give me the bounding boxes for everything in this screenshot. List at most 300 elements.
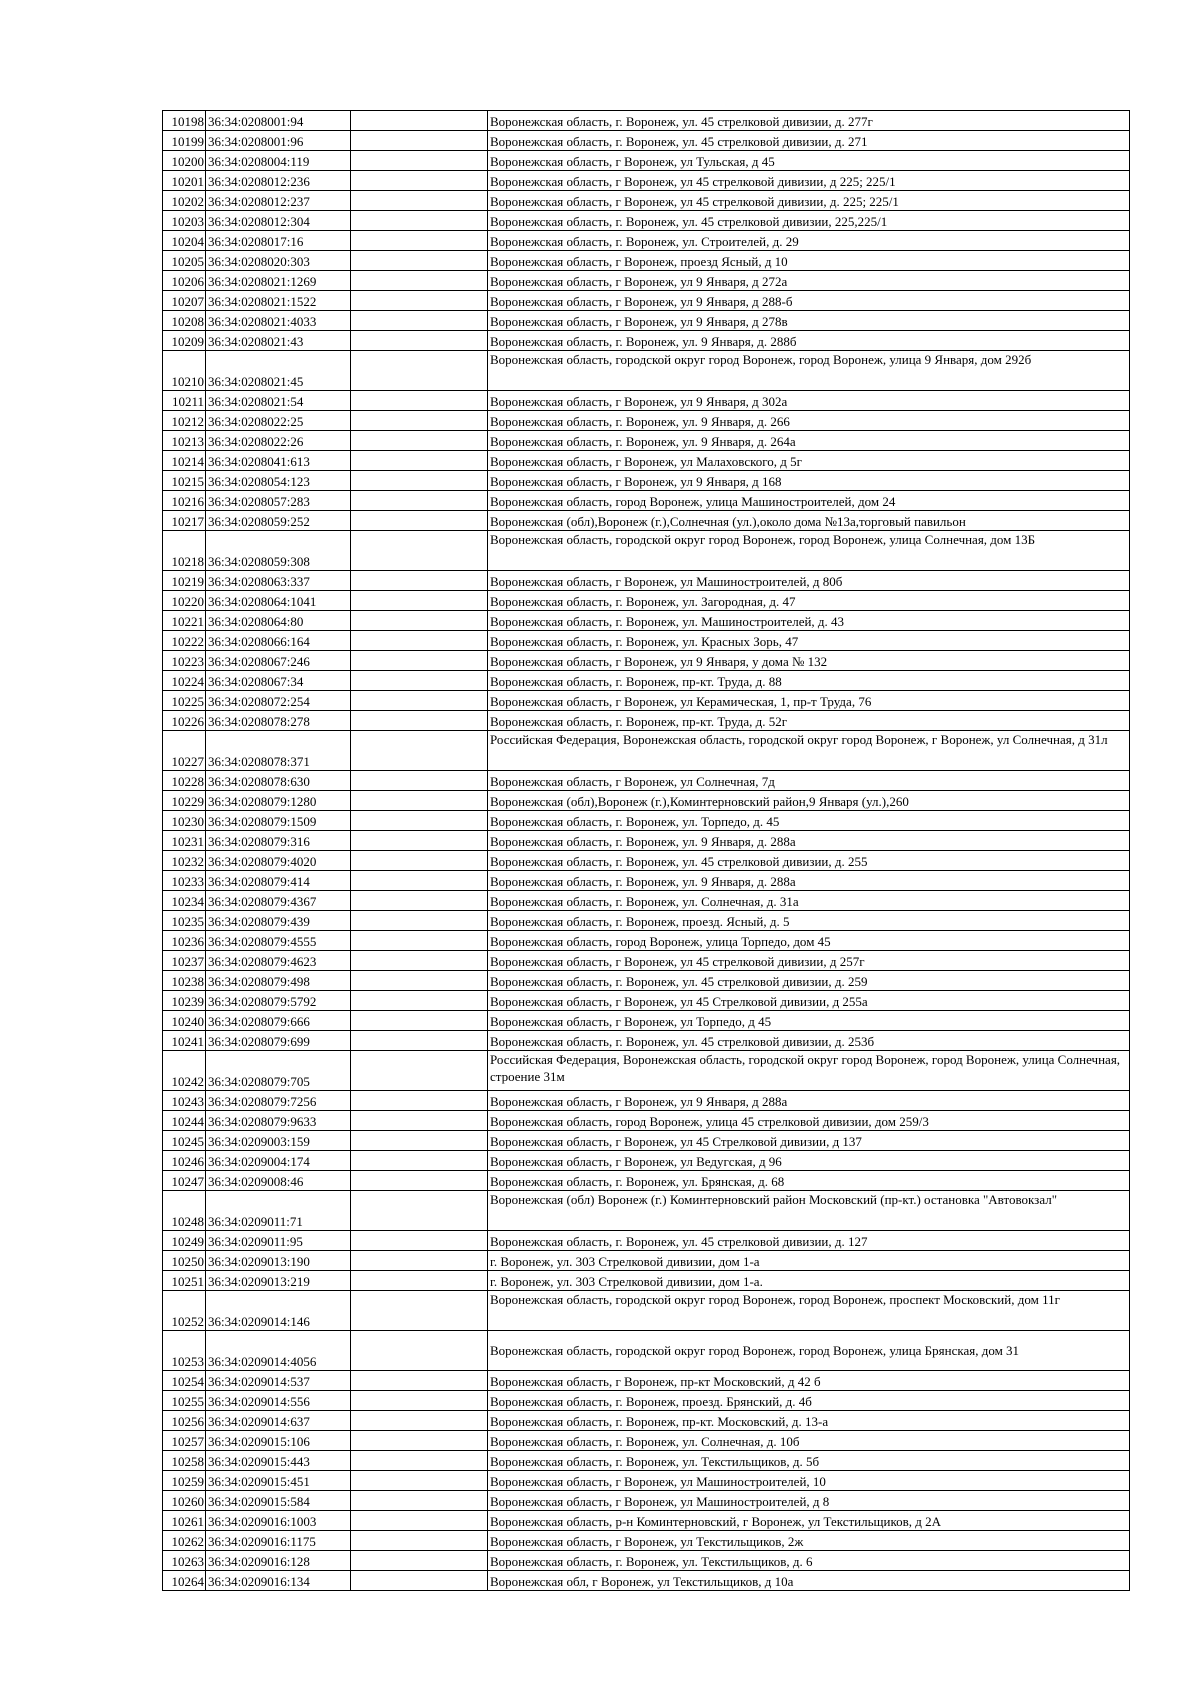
row-number: 10261 (163, 1511, 206, 1531)
address-cell: Воронежская область, г. Воронеж, ул. 45 стрелковой дивизии, д. 259 (488, 971, 1130, 991)
table-row (163, 1291, 1130, 1331)
address-cell: Воронежская область, г. Воронеж, ул. Текстильщиков, д. 6 (488, 1551, 1130, 1571)
cadastral-number: 36:34:0208079:666 (206, 1011, 351, 1031)
cadastral-number: 36:34:0208054:123 (206, 471, 351, 491)
table-row (163, 331, 1130, 351)
address-cell: Воронежская область, городской округ город Воронеж, город Воронеж, улица Брянская, дом 31 (488, 1331, 1130, 1371)
address-cell: Воронежская область, г. Воронеж, ул. 9 Января, д. 264а (488, 431, 1130, 451)
empty-cell (351, 711, 488, 731)
table-row (163, 191, 1130, 211)
cadastral-number: 36:34:0208067:34 (206, 671, 351, 691)
row-number: 10254 (163, 1371, 206, 1391)
empty-cell (351, 651, 488, 671)
cadastral-number: 36:34:0208067:246 (206, 651, 351, 671)
cadastral-number: 36:34:0209014:146 (206, 1291, 351, 1331)
table-row (163, 1011, 1130, 1031)
empty-cell (351, 931, 488, 951)
table-row (163, 931, 1130, 951)
row-number: 10229 (163, 791, 206, 811)
row-number: 10210 (163, 351, 206, 391)
address-cell: Воронежская область, г Воронеж, проезд Ясный, д 10 (488, 251, 1130, 271)
row-number: 10257 (163, 1431, 206, 1451)
empty-cell (351, 831, 488, 851)
table-row (163, 791, 1130, 811)
table-row (163, 1111, 1130, 1131)
empty-cell (351, 271, 488, 291)
cadastral-number: 36:34:0208021:1269 (206, 271, 351, 291)
address-cell: Воронежская область, г Воронеж, ул 45 стрелковой дивизии, д. 225; 225/1 (488, 191, 1130, 211)
table-row (163, 611, 1130, 631)
cadastral-number: 36:34:0208012:304 (206, 211, 351, 231)
table-row (163, 351, 1130, 391)
row-number: 10203 (163, 211, 206, 231)
table-row (163, 1171, 1130, 1191)
row-number: 10260 (163, 1491, 206, 1511)
address-cell: Воронежская область, г Воронеж, ул 9 Января, у дома № 132 (488, 651, 1130, 671)
row-number: 10199 (163, 131, 206, 151)
address-cell: Воронежская область, г Воронеж, ул 9 Января, д 302а (488, 391, 1130, 411)
row-number: 10236 (163, 931, 206, 951)
row-number: 10242 (163, 1051, 206, 1091)
address-cell: Воронежская область, г. Воронеж, ул. Брянская, д. 68 (488, 1171, 1130, 1191)
row-number: 10212 (163, 411, 206, 431)
address-cell: Воронежская область, г. Воронеж, пр-кт. Московский, д. 13-а (488, 1411, 1130, 1431)
address-cell: Воронежская область, г Воронеж, ул Машиностроителей, д 80б (488, 571, 1130, 591)
cadastral-number: 36:34:0208001:94 (206, 111, 351, 131)
address-cell: Воронежская область, г Воронеж, ул Керамическая, 1, пр-т Труда, 76 (488, 691, 1130, 711)
row-number: 10216 (163, 491, 206, 511)
cadastral-number: 36:34:0209016:134 (206, 1571, 351, 1591)
table-row (163, 1571, 1130, 1591)
table-row (163, 851, 1130, 871)
table-row (163, 1551, 1130, 1571)
address-cell: Воронежская область, г Воронеж, ул 45 Стрелковой дивизии, д 137 (488, 1131, 1130, 1151)
table-row (163, 111, 1130, 131)
row-number: 10247 (163, 1171, 206, 1191)
row-number: 10246 (163, 1151, 206, 1171)
address-cell: Воронежская область, г Воронеж, пр-кт Московский, д 42 б (488, 1371, 1130, 1391)
row-number: 10218 (163, 531, 206, 571)
empty-cell (351, 1031, 488, 1051)
empty-cell (351, 511, 488, 531)
cadastral-number: 36:34:0208079:9633 (206, 1111, 351, 1131)
row-number: 10211 (163, 391, 206, 411)
address-cell: Воронежская область, г. Воронеж, ул. 45 стрелковой дивизии, 225,225/1 (488, 211, 1130, 231)
table-row (163, 1471, 1130, 1491)
empty-cell (351, 1511, 488, 1531)
row-number: 10209 (163, 331, 206, 351)
cadastral-number: 36:34:0209015:451 (206, 1471, 351, 1491)
table-row (163, 1051, 1130, 1091)
cadastral-number: 36:34:0209004:174 (206, 1151, 351, 1171)
table-row (163, 631, 1130, 651)
row-number: 10238 (163, 971, 206, 991)
address-cell: Воронежская область, г. Воронеж, ул. 45 стрелковой дивизии, д. 271 (488, 131, 1130, 151)
table-row (163, 1031, 1130, 1051)
table-row (163, 971, 1130, 991)
address-cell: Воронежская (обл),Воронеж (г.),Коминтерновский район,9 Января (ул.),260 (488, 791, 1130, 811)
address-cell: Воронежская область, г. Воронеж, ул. 9 Января, д. 288а (488, 831, 1130, 851)
table-row (163, 1431, 1130, 1451)
cadastral-number: 36:34:0208079:498 (206, 971, 351, 991)
cadastral-number: 36:34:0208001:96 (206, 131, 351, 151)
cadastral-number: 36:34:0208021:4033 (206, 311, 351, 331)
row-number: 10263 (163, 1551, 206, 1571)
empty-cell (351, 231, 488, 251)
row-number: 10252 (163, 1291, 206, 1331)
row-number: 10228 (163, 771, 206, 791)
address-cell: Воронежская область, г. Воронеж, ул. 45 стрелковой дивизии, д. 255 (488, 851, 1130, 871)
address-cell: Воронежская область, г Воронеж, ул Малаховского, д 5г (488, 451, 1130, 471)
row-number: 10255 (163, 1391, 206, 1411)
address-cell: Воронежская область, город Воронеж, улица 45 стрелковой дивизии, дом 259/3 (488, 1111, 1130, 1131)
empty-cell (351, 811, 488, 831)
empty-cell (351, 1191, 488, 1231)
table-row (163, 411, 1130, 431)
address-cell: Воронежская область, г. Воронеж, ул. Строителей, д. 29 (488, 231, 1130, 251)
table-row (163, 211, 1130, 231)
address-cell: Воронежская область, г. Воронеж, ул. Красных Зорь, 47 (488, 631, 1130, 651)
row-number: 10232 (163, 851, 206, 871)
table-row (163, 771, 1130, 791)
table-row (163, 271, 1130, 291)
cadastral-number: 36:34:0208078:371 (206, 731, 351, 771)
table-row (163, 731, 1130, 771)
cadastral-number: 36:34:0209011:71 (206, 1191, 351, 1231)
cadastral-number: 36:34:0209015:443 (206, 1451, 351, 1471)
address-cell: Воронежская (обл),Воронеж (г.),Солнечная (ул.),около дома №13а,торговый павильон (488, 511, 1130, 531)
cadastral-number: 36:34:0208022:26 (206, 431, 351, 451)
cadastral-number: 36:34:0208079:699 (206, 1031, 351, 1051)
table-row (163, 1491, 1130, 1511)
cadastral-number: 36:34:0209003:159 (206, 1131, 351, 1151)
cadastral-number: 36:34:0208079:316 (206, 831, 351, 851)
address-cell: Воронежская область, г. Воронеж, пр-кт. Труда, д. 88 (488, 671, 1130, 691)
row-number: 10256 (163, 1411, 206, 1431)
address-cell: Воронежская область, г Воронеж, ул Тульская, д 45 (488, 151, 1130, 171)
table-row (163, 311, 1130, 331)
cadastral-number: 36:34:0208059:252 (206, 511, 351, 531)
cadastral-number: 36:34:0208079:705 (206, 1051, 351, 1091)
cadastral-number: 36:34:0208057:283 (206, 491, 351, 511)
row-number: 10208 (163, 311, 206, 331)
table-row (163, 231, 1130, 251)
table-row (163, 711, 1130, 731)
address-cell: Воронежская область, г. Воронеж, ул. Текстильщиков, д. 5б (488, 1451, 1130, 1471)
cadastral-number: 36:34:0208064:1041 (206, 591, 351, 611)
empty-cell (351, 351, 488, 391)
cadastral-number: 36:34:0208012:237 (206, 191, 351, 211)
cadastral-number: 36:34:0208079:1509 (206, 811, 351, 831)
empty-cell (351, 991, 488, 1011)
cadastral-number: 36:34:0208078:630 (206, 771, 351, 791)
empty-cell (351, 1231, 488, 1251)
empty-cell (351, 311, 488, 331)
empty-cell (351, 771, 488, 791)
row-number: 10215 (163, 471, 206, 491)
row-number: 10250 (163, 1251, 206, 1271)
cadastral-number: 36:34:0208079:414 (206, 871, 351, 891)
table-row (163, 991, 1130, 1011)
row-number: 10200 (163, 151, 206, 171)
empty-cell (351, 151, 488, 171)
cadastral-number: 36:34:0209014:4056 (206, 1331, 351, 1371)
empty-cell (351, 851, 488, 871)
row-number: 10233 (163, 871, 206, 891)
row-number: 10243 (163, 1091, 206, 1111)
empty-cell (351, 1091, 488, 1111)
cadastral-table (162, 110, 1130, 1591)
address-cell: Воронежская область, г Воронеж, ул 45 Стрелковой дивизии, д 255а (488, 991, 1130, 1011)
empty-cell (351, 671, 488, 691)
row-number: 10258 (163, 1451, 206, 1471)
empty-cell (351, 571, 488, 591)
address-cell: Воронежская область, р-н Коминтерновский, г Воронеж, ул Текстильщиков, д 2А (488, 1511, 1130, 1531)
row-number: 10262 (163, 1531, 206, 1551)
empty-cell (351, 1111, 488, 1131)
cadastral-number: 36:34:0209014:556 (206, 1391, 351, 1411)
empty-cell (351, 431, 488, 451)
empty-cell (351, 591, 488, 611)
empty-cell (351, 911, 488, 931)
cadastral-number: 36:34:0208079:4020 (206, 851, 351, 871)
cadastral-number: 36:34:0208021:1522 (206, 291, 351, 311)
row-number: 10213 (163, 431, 206, 451)
empty-cell (351, 391, 488, 411)
cadastral-number: 36:34:0208041:613 (206, 451, 351, 471)
cadastral-number: 36:34:0209015:106 (206, 1431, 351, 1451)
row-number: 10217 (163, 511, 206, 531)
table-row (163, 391, 1130, 411)
address-cell: г. Воронеж, ул. 303 Стрелковой дивизии, дом 1-а. (488, 1271, 1130, 1291)
address-cell: Воронежская область, г. Воронеж, ул. Солнечная, д. 31а (488, 891, 1130, 911)
address-cell: Воронежская область, г. Воронеж, ул. 45 стрелковой дивизии, д. 127 (488, 1231, 1130, 1251)
row-number: 10220 (163, 591, 206, 611)
address-cell: Воронежская область, г Воронеж, ул Текстильщиков, 2ж (488, 1531, 1130, 1551)
empty-cell (351, 691, 488, 711)
empty-cell (351, 1131, 488, 1151)
empty-cell (351, 1471, 488, 1491)
address-cell: Воронежская область, г. Воронеж, ул. 9 Января, д. 288а (488, 871, 1130, 891)
table-row (163, 571, 1130, 591)
cadastral-number: 36:34:0208022:25 (206, 411, 351, 431)
address-cell: Воронежская область, г. Воронеж, проезд. Ясный, д. 5 (488, 911, 1130, 931)
row-number: 10264 (163, 1571, 206, 1591)
row-number: 10235 (163, 911, 206, 931)
table-row (163, 871, 1130, 891)
empty-cell (351, 211, 488, 231)
row-number: 10234 (163, 891, 206, 911)
address-cell: Воронежская область, г. Воронеж, пр-кт. Труда, д. 52г (488, 711, 1130, 731)
address-cell: Воронежская область, г. Воронеж, ул. 9 Января, д. 266 (488, 411, 1130, 431)
row-number: 10207 (163, 291, 206, 311)
row-number: 10226 (163, 711, 206, 731)
table-row (163, 451, 1130, 471)
empty-cell (351, 631, 488, 651)
cadastral-number: 36:34:0209015:584 (206, 1491, 351, 1511)
cadastral-number: 36:34:0208079:4367 (206, 891, 351, 911)
row-number: 10237 (163, 951, 206, 971)
document-page (162, 110, 1129, 1591)
row-number: 10204 (163, 231, 206, 251)
empty-cell (351, 1571, 488, 1591)
address-cell: Воронежская область, городской округ город Воронеж, город Воронеж, улица 9 Января, дом 292б (488, 351, 1130, 391)
empty-cell (351, 491, 488, 511)
empty-cell (351, 191, 488, 211)
row-number: 10219 (163, 571, 206, 591)
empty-cell (351, 951, 488, 971)
cadastral-number: 36:34:0208078:278 (206, 711, 351, 731)
empty-cell (351, 1531, 488, 1551)
cadastral-number: 36:34:0208012:236 (206, 171, 351, 191)
row-number: 10231 (163, 831, 206, 851)
empty-cell (351, 1291, 488, 1331)
cadastral-number: 36:34:0209008:46 (206, 1171, 351, 1191)
address-cell: Воронежская область, г Воронеж, ул 9 Января, д 288а (488, 1091, 1130, 1111)
empty-cell (351, 791, 488, 811)
row-number: 10241 (163, 1031, 206, 1051)
table-row (163, 891, 1130, 911)
address-cell: Воронежская область, г. Воронеж, проезд. Брянский, д. 4б (488, 1391, 1130, 1411)
empty-cell (351, 111, 488, 131)
cadastral-number: 36:34:0208066:164 (206, 631, 351, 651)
row-number: 10223 (163, 651, 206, 671)
address-cell: Российская Федерация, Воронежская область, городской округ город Воронеж, г Воронеж, ул Солнечная, д 31л (488, 731, 1130, 771)
empty-cell (351, 291, 488, 311)
empty-cell (351, 1171, 488, 1191)
table-row (163, 1531, 1130, 1551)
empty-cell (351, 1491, 488, 1511)
row-number: 10251 (163, 1271, 206, 1291)
cadastral-number: 36:34:0208079:5792 (206, 991, 351, 1011)
empty-cell (351, 891, 488, 911)
empty-cell (351, 131, 488, 151)
empty-cell (351, 251, 488, 271)
empty-cell (351, 871, 488, 891)
empty-cell (351, 171, 488, 191)
address-cell: Воронежская (обл) Воронеж (г.) Коминтерновский район Московский (пр-кт.) остановка "Автовокзал" (488, 1191, 1130, 1231)
row-number: 10248 (163, 1191, 206, 1231)
address-cell: Воронежская область, г Воронеж, ул 9 Января, д 168 (488, 471, 1130, 491)
address-cell: Воронежская область, г Воронеж, ул 45 стрелковой дивизии, д 225; 225/1 (488, 171, 1130, 191)
empty-cell (351, 731, 488, 771)
table-row (163, 831, 1130, 851)
table-row (163, 471, 1130, 491)
empty-cell (351, 1431, 488, 1451)
cadastral-number: 36:34:0208021:45 (206, 351, 351, 391)
cadastral-number: 36:34:0208020:303 (206, 251, 351, 271)
cadastral-number: 36:34:0209016:1175 (206, 1531, 351, 1551)
address-cell: Воронежская область, г Воронеж, ул Торпедо, д 45 (488, 1011, 1130, 1031)
table-row (163, 1511, 1130, 1531)
table-row (163, 431, 1130, 451)
cadastral-number: 36:34:0209013:219 (206, 1271, 351, 1291)
address-cell: Воронежская область, г Воронеж, ул Машиностроителей, д 8 (488, 1491, 1130, 1511)
table-row (163, 131, 1130, 151)
row-number: 10253 (163, 1331, 206, 1371)
address-cell: Воронежская обл, г Воронеж, ул Текстильщиков, д 10а (488, 1571, 1130, 1591)
cadastral-number: 36:34:0209016:128 (206, 1551, 351, 1571)
table-row (163, 651, 1130, 671)
row-number: 10198 (163, 111, 206, 131)
empty-cell (351, 1451, 488, 1471)
table-row (163, 1131, 1130, 1151)
empty-cell (351, 451, 488, 471)
address-cell: Воронежская область, городской округ город Воронеж, город Воронеж, проспект Московский, дом 11г (488, 1291, 1130, 1331)
row-number: 10205 (163, 251, 206, 271)
cadastral-number: 36:34:0209011:95 (206, 1231, 351, 1251)
address-cell: Воронежская область, г. Воронеж, ул. 45 стрелковой дивизии, д. 277г (488, 111, 1130, 131)
table-row (163, 151, 1130, 171)
row-number: 10222 (163, 631, 206, 651)
row-number: 10249 (163, 1231, 206, 1251)
address-cell: Воронежская область, г. Воронеж, ул. 45 стрелковой дивизии, д. 253б (488, 1031, 1130, 1051)
table-row (163, 1091, 1130, 1111)
empty-cell (351, 411, 488, 431)
table-row (163, 1451, 1130, 1471)
table-row (163, 291, 1130, 311)
cadastral-number: 36:34:0208079:1280 (206, 791, 351, 811)
table-row (163, 491, 1130, 511)
table-row (163, 591, 1130, 611)
empty-cell (351, 611, 488, 631)
table-row (163, 511, 1130, 531)
row-number: 10239 (163, 991, 206, 1011)
row-number: 10206 (163, 271, 206, 291)
cadastral-number: 36:34:0208079:7256 (206, 1091, 351, 1111)
empty-cell (351, 1011, 488, 1031)
address-cell: Воронежская область, город Воронеж, улица Машиностроителей, дом 24 (488, 491, 1130, 511)
row-number: 10202 (163, 191, 206, 211)
empty-cell (351, 1371, 488, 1391)
table-row (163, 251, 1130, 271)
empty-cell (351, 1271, 488, 1291)
address-cell: Воронежская область, г. Воронеж, ул. Машиностроителей, д. 43 (488, 611, 1130, 631)
cadastral-number: 36:34:0208004:119 (206, 151, 351, 171)
address-cell: Воронежская область, г Воронеж, ул 9 Января, д 272а (488, 271, 1130, 291)
row-number: 10214 (163, 451, 206, 471)
table-row (163, 1271, 1130, 1291)
table-row (163, 1411, 1130, 1431)
table-row (163, 911, 1130, 931)
table-row (163, 1231, 1130, 1251)
table-row (163, 1331, 1130, 1371)
cadastral-number: 36:34:0208072:254 (206, 691, 351, 711)
empty-cell (351, 1051, 488, 1091)
table-body (163, 111, 1130, 1591)
address-cell: Воронежская область, г. Воронеж, ул. Торпедо, д. 45 (488, 811, 1130, 831)
empty-cell (351, 1391, 488, 1411)
empty-cell (351, 471, 488, 491)
table-row (163, 1191, 1130, 1231)
row-number: 10227 (163, 731, 206, 771)
empty-cell (351, 331, 488, 351)
table-row (163, 951, 1130, 971)
cadastral-number: 36:34:0209013:190 (206, 1251, 351, 1271)
empty-cell (351, 1551, 488, 1571)
cadastral-number: 36:34:0208079:439 (206, 911, 351, 931)
table-row (163, 811, 1130, 831)
cadastral-number: 36:34:0209016:1003 (206, 1511, 351, 1531)
cadastral-number: 36:34:0209014:537 (206, 1371, 351, 1391)
address-cell: Воронежская область, г. Воронеж, ул. 9 Января, д. 288б (488, 331, 1130, 351)
address-cell: Воронежская область, г Воронеж, ул 9 Января, д 288-б (488, 291, 1130, 311)
address-cell: Воронежская область, городской округ город Воронеж, город Воронеж, улица Солнечная, дом 13Б (488, 531, 1130, 571)
cadastral-number: 36:34:0208079:4555 (206, 931, 351, 951)
cadastral-number: 36:34:0208021:43 (206, 331, 351, 351)
row-number: 10244 (163, 1111, 206, 1131)
cadastral-number: 36:34:0208079:4623 (206, 951, 351, 971)
